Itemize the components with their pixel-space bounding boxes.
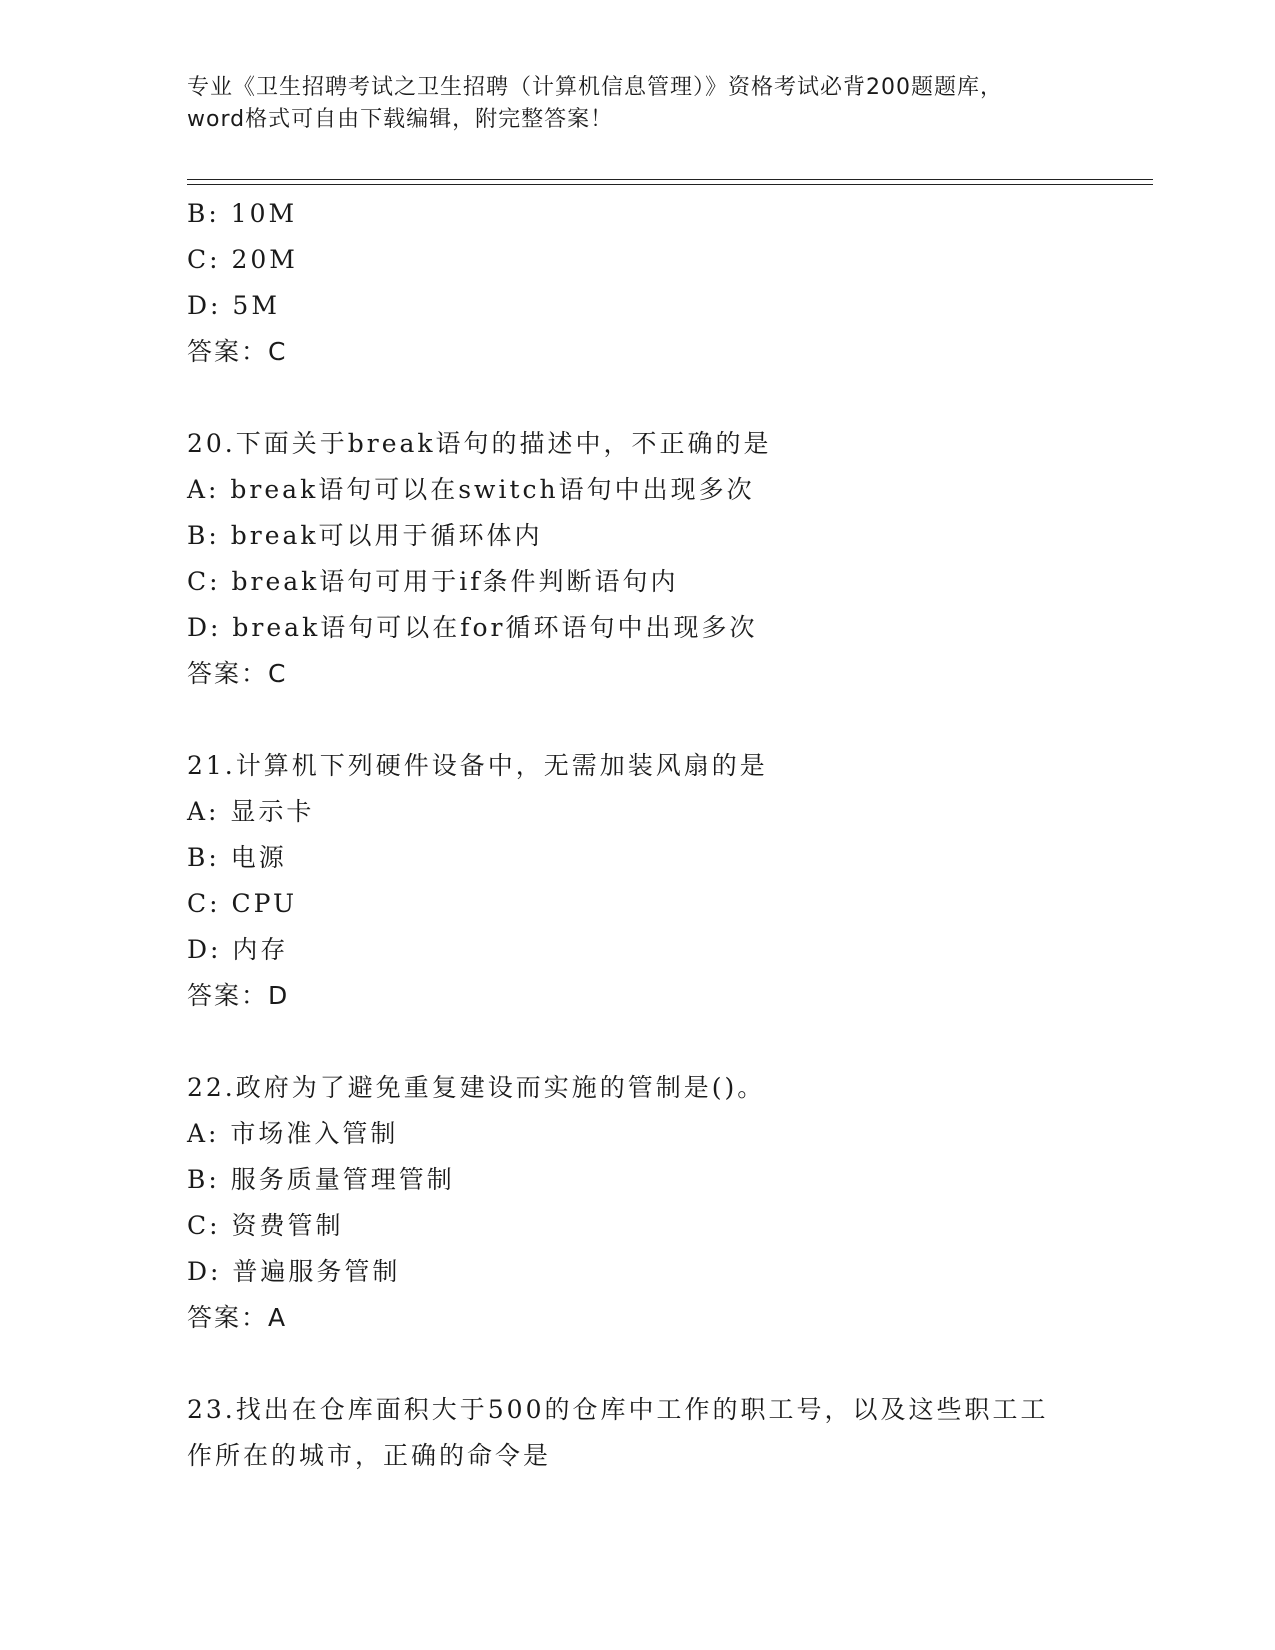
question-22 [187,1065,1147,1341]
question-text: 21.计算机下列硬件设备中，无需加装风扇的是 [187,751,768,780]
option-a: A: 市场准入管制 [187,1119,399,1148]
spacer [187,1019,1147,1065]
option-b: B: 服务质量管理管制 [187,1165,455,1194]
option-a: A: 显示卡 [187,797,315,826]
spacer [187,1341,1147,1387]
question-text-line-2: 作所在的城市，正确的命令是 [187,1441,552,1470]
option-d: D: 内存 [187,935,289,964]
question-text: 20.下面关于break语句的描述中，不正确的是 [187,429,772,458]
option-c: C: CPU [187,889,298,918]
option-c: C: 20M [187,245,298,274]
option-c: C: break语句可用于if条件判断语句内 [187,567,679,596]
question-19-tail [187,191,1147,375]
option-d: D: 普遍服务管制 [187,1257,401,1286]
answer-line: 答案：C [187,337,288,366]
question-23 [187,1387,1147,1479]
option-d: D: 5M [187,291,280,320]
header-divider-top [187,179,1153,180]
header-title-line-1: 专业《卫生招聘考试之卫生招聘（计算机信息管理）》资格考试必背200题题库， [187,75,1003,100]
answer-line: 答案：D [187,981,290,1010]
option-b: B: 10M [187,199,298,228]
question-21 [187,743,1147,1019]
answer-line: 答案：C [187,659,288,688]
option-d: D: break语句可以在for循环语句中出现多次 [187,613,758,642]
question-list [187,191,1147,1479]
spacer [187,697,1147,743]
question-text-line-1: 23.找出在仓库面积大于500的仓库中工作的职工号，以及这些职工工 [187,1395,1049,1424]
header-divider-bottom [187,184,1153,185]
document-header [187,72,1087,136]
answer-line: 答案：A [187,1303,288,1332]
option-b: B: break可以用于循环体内 [187,521,543,550]
option-b: B: 电源 [187,843,287,872]
question-20 [187,421,1147,697]
spacer [187,375,1147,421]
option-a: A: break语句可以在switch语句中出现多次 [187,475,755,504]
header-title-line-2: word格式可自由下载编辑，附完整答案！ [187,107,614,132]
question-text: 22.政府为了避免重复建设而实施的管制是()。 [187,1073,766,1102]
option-c: C: 资费管制 [187,1211,344,1240]
